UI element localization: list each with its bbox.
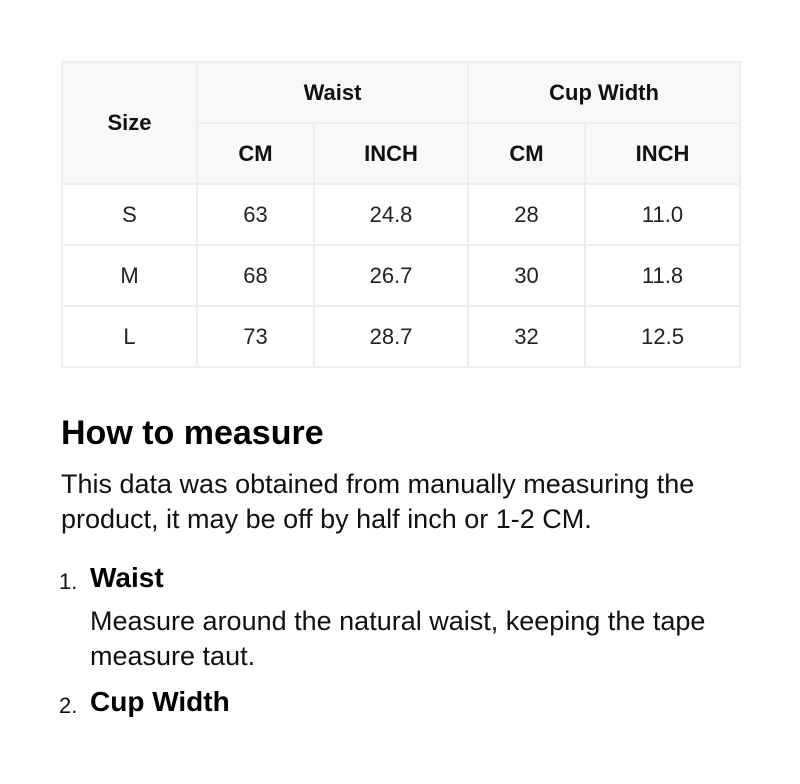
cell-cup-inch: 11.8: [585, 245, 740, 306]
cell-size: S: [62, 184, 197, 245]
header-size: Size: [62, 62, 197, 184]
header-cup-width: Cup Width: [468, 62, 740, 123]
list-item-cup-width: [61, 684, 761, 720]
step-number: 2.: [59, 693, 78, 718]
step-title-waist: Waist: [90, 562, 164, 593]
measure-steps-list: [61, 560, 761, 720]
cell-cup-cm: 30: [468, 245, 585, 306]
cell-waist-cm: 63: [197, 184, 314, 245]
header-row-groups: [62, 62, 740, 123]
how-to-measure-heading: How to measure: [61, 414, 324, 452]
size-table: [61, 61, 741, 368]
header-waist-inch: INCH: [314, 123, 468, 184]
header-cup-inch: INCH: [585, 123, 740, 184]
step-number: 1.: [59, 569, 78, 594]
cell-waist-cm: 68: [197, 245, 314, 306]
list-item-waist: [61, 560, 761, 674]
header-waist: Waist: [197, 62, 468, 123]
step-title-cup-width: Cup Width: [90, 686, 230, 717]
cell-cup-cm: 28: [468, 184, 585, 245]
header-waist-cm: CM: [197, 123, 314, 184]
cell-size: M: [62, 245, 197, 306]
table-row: [62, 184, 740, 245]
header-cup-cm: CM: [468, 123, 585, 184]
cell-cup-inch: 11.0: [585, 184, 740, 245]
cell-waist-inch: 24.8: [314, 184, 468, 245]
cell-cup-inch: 12.5: [585, 306, 740, 367]
cell-waist-inch: 28.7: [314, 306, 468, 367]
table-row: [62, 306, 740, 367]
cell-waist-cm: 73: [197, 306, 314, 367]
step-description-waist: Measure around the natural waist, keeping the tape measure taut.: [90, 606, 706, 671]
cell-cup-cm: 32: [468, 306, 585, 367]
cell-waist-inch: 26.7: [314, 245, 468, 306]
size-chart: [61, 61, 739, 368]
cell-size: L: [62, 306, 197, 367]
measurement-disclaimer: This data was obtained from manually measuring the product, it may be off by half inch or 1-2 CM.: [61, 469, 695, 534]
table-row: [62, 245, 740, 306]
